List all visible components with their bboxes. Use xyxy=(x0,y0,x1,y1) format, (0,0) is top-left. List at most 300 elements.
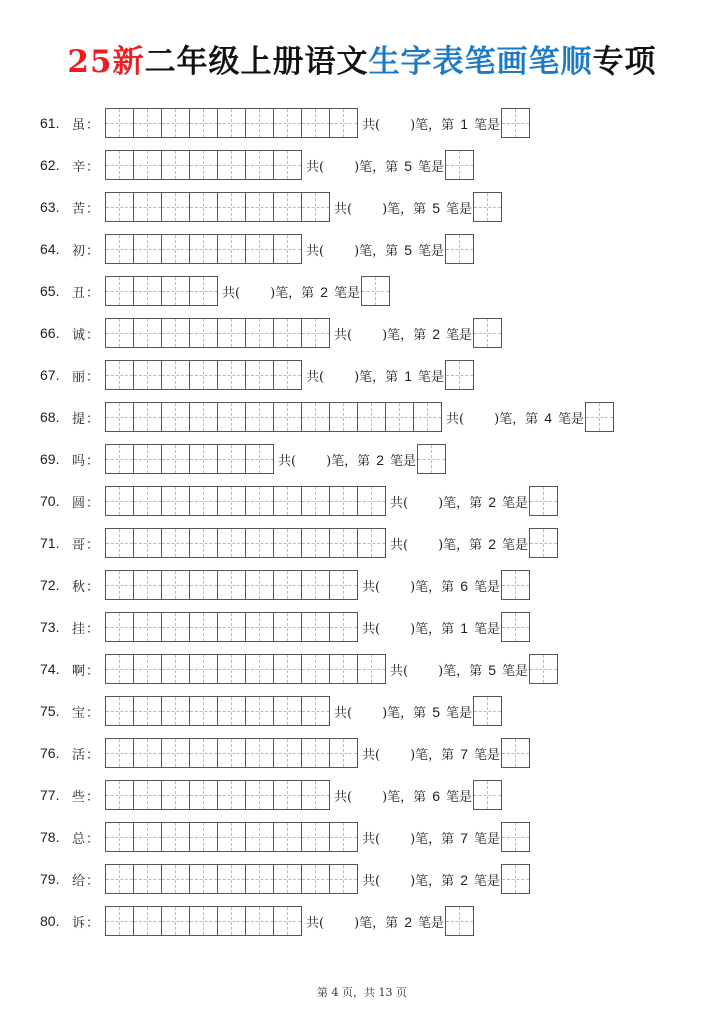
tianzige-cell[interactable] xyxy=(106,235,134,263)
tianzige-cell[interactable] xyxy=(106,823,134,851)
total-prefix: 共( xyxy=(334,705,353,721)
tianzige-cell[interactable] xyxy=(302,739,330,767)
tianzige-cell[interactable] xyxy=(218,403,246,431)
tianzige-cell[interactable] xyxy=(190,277,217,305)
answer-box[interactable] xyxy=(529,528,558,558)
tianzige-cell[interactable] xyxy=(586,403,613,431)
tianzige-cell[interactable] xyxy=(302,529,330,557)
tianzige-cell[interactable] xyxy=(330,823,357,851)
tianzige-cell[interactable] xyxy=(302,571,330,599)
target-character: 总 xyxy=(72,831,86,847)
tianzige-cell[interactable] xyxy=(302,781,329,809)
tianzige-cell[interactable] xyxy=(218,907,246,935)
total-suffix: )笔，第 xyxy=(354,915,399,931)
tianzige-cell[interactable] xyxy=(302,697,329,725)
tianzige-cell[interactable] xyxy=(330,571,357,599)
tianzige-cell[interactable] xyxy=(190,781,218,809)
tianzige-cell[interactable] xyxy=(162,907,190,935)
tianzige-cell[interactable] xyxy=(190,445,218,473)
tianzige-cell[interactable] xyxy=(530,655,557,683)
tianzige-cell[interactable] xyxy=(190,361,218,389)
tianzige-cell[interactable] xyxy=(246,655,274,683)
tianzige-cell[interactable] xyxy=(134,781,162,809)
target-character: 圆 xyxy=(72,495,86,511)
tianzige-cell[interactable] xyxy=(106,781,134,809)
tianzige-cell[interactable] xyxy=(106,277,134,305)
stroke-order-grid[interactable] xyxy=(105,444,274,474)
item-number: 67. xyxy=(40,367,60,383)
stroke-question xyxy=(362,576,500,595)
stroke-order-grid[interactable] xyxy=(105,150,302,180)
tianzige-cell[interactable] xyxy=(246,445,273,473)
tianzige-cell[interactable] xyxy=(218,613,246,641)
tianzige-cell[interactable] xyxy=(474,193,501,221)
tianzige-cell[interactable] xyxy=(218,193,246,221)
colon: ： xyxy=(86,873,100,889)
stroke-order-grid[interactable] xyxy=(105,486,386,516)
tianzige-cell[interactable] xyxy=(246,697,274,725)
tianzige-cell[interactable] xyxy=(190,697,218,725)
exercise-row xyxy=(40,318,614,348)
tianzige-cell[interactable] xyxy=(134,571,162,599)
tianzige-cell[interactable] xyxy=(274,781,302,809)
stroke-index: 2 xyxy=(432,325,440,342)
tianzige-cell[interactable] xyxy=(246,403,274,431)
tianzige-cell[interactable] xyxy=(418,445,445,473)
tianzige-cell[interactable] xyxy=(162,823,190,851)
tianzige-cell[interactable] xyxy=(162,655,190,683)
total-prefix: 共( xyxy=(334,327,353,343)
target-character: 给 xyxy=(72,873,86,889)
tianzige-cell[interactable] xyxy=(330,655,358,683)
tianzige-cell[interactable] xyxy=(190,739,218,767)
stroke-question xyxy=(222,282,360,301)
tianzige-cell[interactable] xyxy=(134,235,162,263)
exercise-row xyxy=(40,654,614,684)
tianzige-cell[interactable] xyxy=(502,109,529,137)
tianzige-cell[interactable] xyxy=(162,403,190,431)
tianzige-cell[interactable] xyxy=(246,319,274,347)
tianzige-cell[interactable] xyxy=(218,781,246,809)
tianzige-cell[interactable] xyxy=(190,571,218,599)
colon: ： xyxy=(86,705,100,721)
stroke-suffix: 笔是 xyxy=(501,663,528,679)
tianzige-cell[interactable] xyxy=(162,529,190,557)
stroke-order-grid[interactable] xyxy=(105,654,386,684)
tianzige-cell[interactable] xyxy=(162,277,190,305)
exercise-row xyxy=(40,780,614,810)
target-character: 虽 xyxy=(72,117,86,133)
tianzige-cell[interactable] xyxy=(358,655,385,683)
stroke-index: 6 xyxy=(460,577,468,594)
tianzige-cell[interactable] xyxy=(302,109,330,137)
tianzige-cell[interactable] xyxy=(330,487,358,515)
tianzige-cell[interactable] xyxy=(246,613,274,641)
tianzige-cell[interactable] xyxy=(190,865,218,893)
stroke-index: 2 xyxy=(460,871,468,888)
tianzige-cell[interactable] xyxy=(274,907,301,935)
stroke-order-grid[interactable] xyxy=(105,906,302,936)
tianzige-cell[interactable] xyxy=(162,781,190,809)
tianzige-cell[interactable] xyxy=(134,865,162,893)
tianzige-cell[interactable] xyxy=(218,235,246,263)
tianzige-cell[interactable] xyxy=(246,907,274,935)
tianzige-cell[interactable] xyxy=(274,151,301,179)
exercise-row xyxy=(40,402,614,432)
tianzige-cell[interactable] xyxy=(218,487,246,515)
tianzige-cell[interactable] xyxy=(302,865,330,893)
tianzige-cell[interactable] xyxy=(218,529,246,557)
tianzige-cell[interactable] xyxy=(386,403,414,431)
tianzige-cell[interactable] xyxy=(218,445,246,473)
tianzige-cell[interactable] xyxy=(162,319,190,347)
total-suffix: )笔，第 xyxy=(354,159,399,175)
tianzige-cell[interactable] xyxy=(302,403,330,431)
answer-box[interactable] xyxy=(445,906,474,936)
stroke-index: 2 xyxy=(320,283,328,300)
tianzige-cell[interactable] xyxy=(246,361,274,389)
tianzige-cell[interactable] xyxy=(274,193,302,221)
tianzige-cell[interactable] xyxy=(446,151,473,179)
tianzige-cell[interactable] xyxy=(106,865,134,893)
tianzige-cell[interactable] xyxy=(358,487,385,515)
total-prefix: 共( xyxy=(306,915,325,931)
colon: ： xyxy=(86,285,100,301)
total-suffix: )笔，第 xyxy=(354,243,399,259)
answer-box[interactable] xyxy=(445,360,474,390)
stroke-question xyxy=(362,618,500,637)
answer-box[interactable] xyxy=(501,822,530,852)
tianzige-cell[interactable] xyxy=(106,613,134,641)
total-prefix: 共( xyxy=(222,285,241,301)
tianzige-cell[interactable] xyxy=(106,445,134,473)
answer-box[interactable] xyxy=(361,276,390,306)
stroke-question xyxy=(390,492,528,511)
stroke-index: 4 xyxy=(544,409,552,426)
tianzige-cell[interactable] xyxy=(162,445,190,473)
tianzige-cell[interactable] xyxy=(134,907,162,935)
target-character: 初 xyxy=(72,243,86,259)
tianzige-cell[interactable] xyxy=(162,571,190,599)
stroke-question xyxy=(334,198,472,217)
stroke-order-grid[interactable] xyxy=(105,192,330,222)
item-number: 61. xyxy=(40,115,60,131)
target-character: 吗 xyxy=(72,453,86,469)
tianzige-cell[interactable] xyxy=(162,109,190,137)
answer-box[interactable] xyxy=(501,864,530,894)
total-suffix: )笔，第 xyxy=(410,621,455,637)
tianzige-cell[interactable] xyxy=(190,109,218,137)
tianzige-cell[interactable] xyxy=(190,193,218,221)
tianzige-cell[interactable] xyxy=(274,739,302,767)
tianzige-cell[interactable] xyxy=(218,655,246,683)
tianzige-cell[interactable] xyxy=(358,403,386,431)
answer-box[interactable] xyxy=(473,780,502,810)
total-suffix: )笔，第 xyxy=(438,537,483,553)
colon: ： xyxy=(86,411,100,427)
stroke-suffix: 笔是 xyxy=(445,327,472,343)
tianzige-cell[interactable] xyxy=(246,235,274,263)
stroke-index: 5 xyxy=(404,241,412,258)
tianzige-cell[interactable] xyxy=(474,781,501,809)
tianzige-cell[interactable] xyxy=(190,235,218,263)
tianzige-cell[interactable] xyxy=(362,277,389,305)
target-character: 诉 xyxy=(72,915,86,931)
colon: ： xyxy=(86,789,100,805)
tianzige-cell[interactable] xyxy=(134,613,162,641)
stroke-order-grid[interactable] xyxy=(105,864,358,894)
tianzige-cell[interactable] xyxy=(106,319,134,347)
answer-box[interactable] xyxy=(445,234,474,264)
tianzige-cell[interactable] xyxy=(274,697,302,725)
tianzige-cell[interactable] xyxy=(302,613,330,641)
tianzige-cell[interactable] xyxy=(302,487,330,515)
tianzige-cell[interactable] xyxy=(330,109,357,137)
colon: ： xyxy=(86,747,100,763)
tianzige-cell[interactable] xyxy=(134,739,162,767)
tianzige-cell[interactable] xyxy=(218,823,246,851)
tianzige-cell[interactable] xyxy=(446,907,473,935)
target-character: 挂 xyxy=(72,621,86,637)
target-character: 宝 xyxy=(72,705,86,721)
stroke-order-grid[interactable] xyxy=(105,402,442,432)
answer-box[interactable] xyxy=(445,150,474,180)
tianzige-cell[interactable] xyxy=(246,109,274,137)
exercise-row xyxy=(40,906,614,936)
tianzige-cell[interactable] xyxy=(502,739,529,767)
page-footer: 第 4 页，共 13 页 xyxy=(317,986,407,999)
tianzige-cell[interactable] xyxy=(246,865,274,893)
tianzige-cell[interactable] xyxy=(530,529,557,557)
tianzige-cell[interactable] xyxy=(106,739,134,767)
tianzige-cell[interactable] xyxy=(134,361,162,389)
tianzige-cell[interactable] xyxy=(134,655,162,683)
tianzige-cell[interactable] xyxy=(134,403,162,431)
tianzige-cell[interactable] xyxy=(134,697,162,725)
tianzige-cell[interactable] xyxy=(330,529,358,557)
tianzige-cell[interactable] xyxy=(502,571,529,599)
tianzige-cell[interactable] xyxy=(274,865,302,893)
tianzige-cell[interactable] xyxy=(190,529,218,557)
tianzige-cell[interactable] xyxy=(274,823,302,851)
tianzige-cell[interactable] xyxy=(274,109,302,137)
stroke-index: 2 xyxy=(488,535,496,552)
colon: ： xyxy=(86,537,100,553)
tianzige-cell[interactable] xyxy=(106,403,134,431)
tianzige-cell[interactable] xyxy=(190,151,218,179)
tianzige-cell[interactable] xyxy=(502,865,529,893)
exercise-row xyxy=(40,360,614,390)
tianzige-cell[interactable] xyxy=(134,109,162,137)
tianzige-cell[interactable] xyxy=(414,403,441,431)
stroke-index: 7 xyxy=(460,745,468,762)
tianzige-cell[interactable] xyxy=(474,697,501,725)
answer-box[interactable] xyxy=(529,486,558,516)
stroke-order-grid[interactable] xyxy=(105,780,330,810)
tianzige-cell[interactable] xyxy=(330,739,357,767)
tianzige-cell[interactable] xyxy=(106,109,134,137)
tianzige-cell[interactable] xyxy=(106,193,134,221)
tianzige-cell[interactable] xyxy=(134,529,162,557)
tianzige-cell[interactable] xyxy=(274,613,302,641)
tianzige-cell[interactable] xyxy=(274,235,301,263)
tianzige-cell[interactable] xyxy=(246,823,274,851)
tianzige-cell[interactable] xyxy=(246,487,274,515)
colon: ： xyxy=(86,159,100,175)
tianzige-cell[interactable] xyxy=(358,529,385,557)
tianzige-cell[interactable] xyxy=(274,403,302,431)
tianzige-cell[interactable] xyxy=(106,655,134,683)
total-prefix: 共( xyxy=(362,621,381,637)
tianzige-cell[interactable] xyxy=(446,235,473,263)
stroke-suffix: 笔是 xyxy=(473,873,500,889)
tianzige-cell[interactable] xyxy=(274,529,302,557)
stroke-order-grid[interactable] xyxy=(105,108,358,138)
answer-box[interactable] xyxy=(501,570,530,600)
tianzige-cell[interactable] xyxy=(106,151,134,179)
tianzige-cell[interactable] xyxy=(218,697,246,725)
tianzige-cell[interactable] xyxy=(218,571,246,599)
exercise-row xyxy=(40,108,614,138)
stroke-order-grid[interactable] xyxy=(105,822,358,852)
total-suffix: )笔，第 xyxy=(410,117,455,133)
tianzige-cell[interactable] xyxy=(302,823,330,851)
tianzige-cell[interactable] xyxy=(246,781,274,809)
tianzige-cell[interactable] xyxy=(162,151,190,179)
tianzige-cell[interactable] xyxy=(218,109,246,137)
answer-box[interactable] xyxy=(501,738,530,768)
tianzige-cell[interactable] xyxy=(190,403,218,431)
tianzige-cell[interactable] xyxy=(246,571,274,599)
tianzige-cell[interactable] xyxy=(246,529,274,557)
tianzige-cell[interactable] xyxy=(162,739,190,767)
answer-box[interactable] xyxy=(473,192,502,222)
tianzige-cell[interactable] xyxy=(162,361,190,389)
tianzige-cell[interactable] xyxy=(190,823,218,851)
tianzige-cell[interactable] xyxy=(134,319,162,347)
colon: ： xyxy=(86,579,100,595)
stroke-suffix: 笔是 xyxy=(473,747,500,763)
tianzige-cell[interactable] xyxy=(162,613,190,641)
answer-box[interactable] xyxy=(585,402,614,432)
stroke-question xyxy=(306,156,444,175)
stroke-question xyxy=(334,702,472,721)
stroke-order-grid[interactable] xyxy=(105,612,358,642)
tianzige-cell[interactable] xyxy=(302,655,330,683)
exercise-row xyxy=(40,150,614,180)
tianzige-cell[interactable] xyxy=(106,487,134,515)
stroke-question xyxy=(306,366,444,385)
total-suffix: )笔，第 xyxy=(326,453,371,469)
answer-box[interactable] xyxy=(529,654,558,684)
tianzige-cell[interactable] xyxy=(274,361,301,389)
tianzige-cell[interactable] xyxy=(330,865,357,893)
tianzige-cell[interactable] xyxy=(474,319,501,347)
tianzige-cell[interactable] xyxy=(218,319,246,347)
tianzige-cell[interactable] xyxy=(446,361,473,389)
tianzige-cell[interactable] xyxy=(190,613,218,641)
tianzige-cell[interactable] xyxy=(162,865,190,893)
tianzige-cell[interactable] xyxy=(106,697,134,725)
tianzige-cell[interactable] xyxy=(302,193,329,221)
stroke-suffix: 笔是 xyxy=(473,831,500,847)
tianzige-cell[interactable] xyxy=(162,235,190,263)
answer-box[interactable] xyxy=(501,612,530,642)
stroke-suffix: 笔是 xyxy=(417,369,444,385)
tianzige-cell[interactable] xyxy=(530,487,557,515)
tianzige-cell[interactable] xyxy=(134,193,162,221)
tianzige-cell[interactable] xyxy=(330,403,358,431)
tianzige-cell[interactable] xyxy=(302,319,329,347)
answer-box[interactable] xyxy=(473,696,502,726)
stroke-order-grid[interactable] xyxy=(105,570,358,600)
tianzige-cell[interactable] xyxy=(246,739,274,767)
tianzige-cell[interactable] xyxy=(106,529,134,557)
tianzige-cell[interactable] xyxy=(502,613,529,641)
tianzige-cell[interactable] xyxy=(274,571,302,599)
stroke-index: 5 xyxy=(404,157,412,174)
tianzige-cell[interactable] xyxy=(134,487,162,515)
tianzige-cell[interactable] xyxy=(162,487,190,515)
stroke-index: 1 xyxy=(460,619,468,636)
tianzige-cell[interactable] xyxy=(190,907,218,935)
tianzige-cell[interactable] xyxy=(190,487,218,515)
stroke-order-grid[interactable] xyxy=(105,528,386,558)
stroke-order-grid[interactable] xyxy=(105,234,302,264)
tianzige-cell[interactable] xyxy=(218,151,246,179)
tianzige-cell[interactable] xyxy=(274,655,302,683)
tianzige-cell[interactable] xyxy=(134,445,162,473)
item-number: 71. xyxy=(40,535,60,551)
tianzige-cell[interactable] xyxy=(274,487,302,515)
stroke-order-grid[interactable] xyxy=(105,360,302,390)
tianzige-cell[interactable] xyxy=(502,823,529,851)
stroke-order-grid[interactable] xyxy=(105,318,330,348)
colon: ： xyxy=(86,831,100,847)
answer-box[interactable] xyxy=(417,444,446,474)
tianzige-cell[interactable] xyxy=(106,571,134,599)
tianzige-cell[interactable] xyxy=(134,151,162,179)
answer-box[interactable] xyxy=(473,318,502,348)
tianzige-cell[interactable] xyxy=(218,739,246,767)
tianzige-cell[interactable] xyxy=(106,361,134,389)
tianzige-cell[interactable] xyxy=(330,613,357,641)
stroke-index: 1 xyxy=(404,367,412,384)
total-suffix: )笔，第 xyxy=(410,579,455,595)
stroke-order-grid[interactable] xyxy=(105,738,358,768)
stroke-question xyxy=(362,828,500,847)
tianzige-cell[interactable] xyxy=(274,319,302,347)
tianzige-cell[interactable] xyxy=(246,193,274,221)
tianzige-cell[interactable] xyxy=(106,907,134,935)
tianzige-cell[interactable] xyxy=(246,151,274,179)
total-prefix: 共( xyxy=(306,369,325,385)
tianzige-cell[interactable] xyxy=(134,823,162,851)
tianzige-cell[interactable] xyxy=(134,277,162,305)
answer-box[interactable] xyxy=(501,108,530,138)
item-number: 62. xyxy=(40,157,60,173)
target-character: 哥 xyxy=(72,537,86,553)
target-character: 苦 xyxy=(72,201,86,217)
tianzige-cell[interactable] xyxy=(190,319,218,347)
tianzige-cell[interactable] xyxy=(218,865,246,893)
tianzige-cell[interactable] xyxy=(162,697,190,725)
tianzige-cell[interactable] xyxy=(162,193,190,221)
stroke-order-grid[interactable] xyxy=(105,696,330,726)
tianzige-cell[interactable] xyxy=(190,655,218,683)
tianzige-cell[interactable] xyxy=(218,361,246,389)
stroke-order-grid[interactable] xyxy=(105,276,218,306)
